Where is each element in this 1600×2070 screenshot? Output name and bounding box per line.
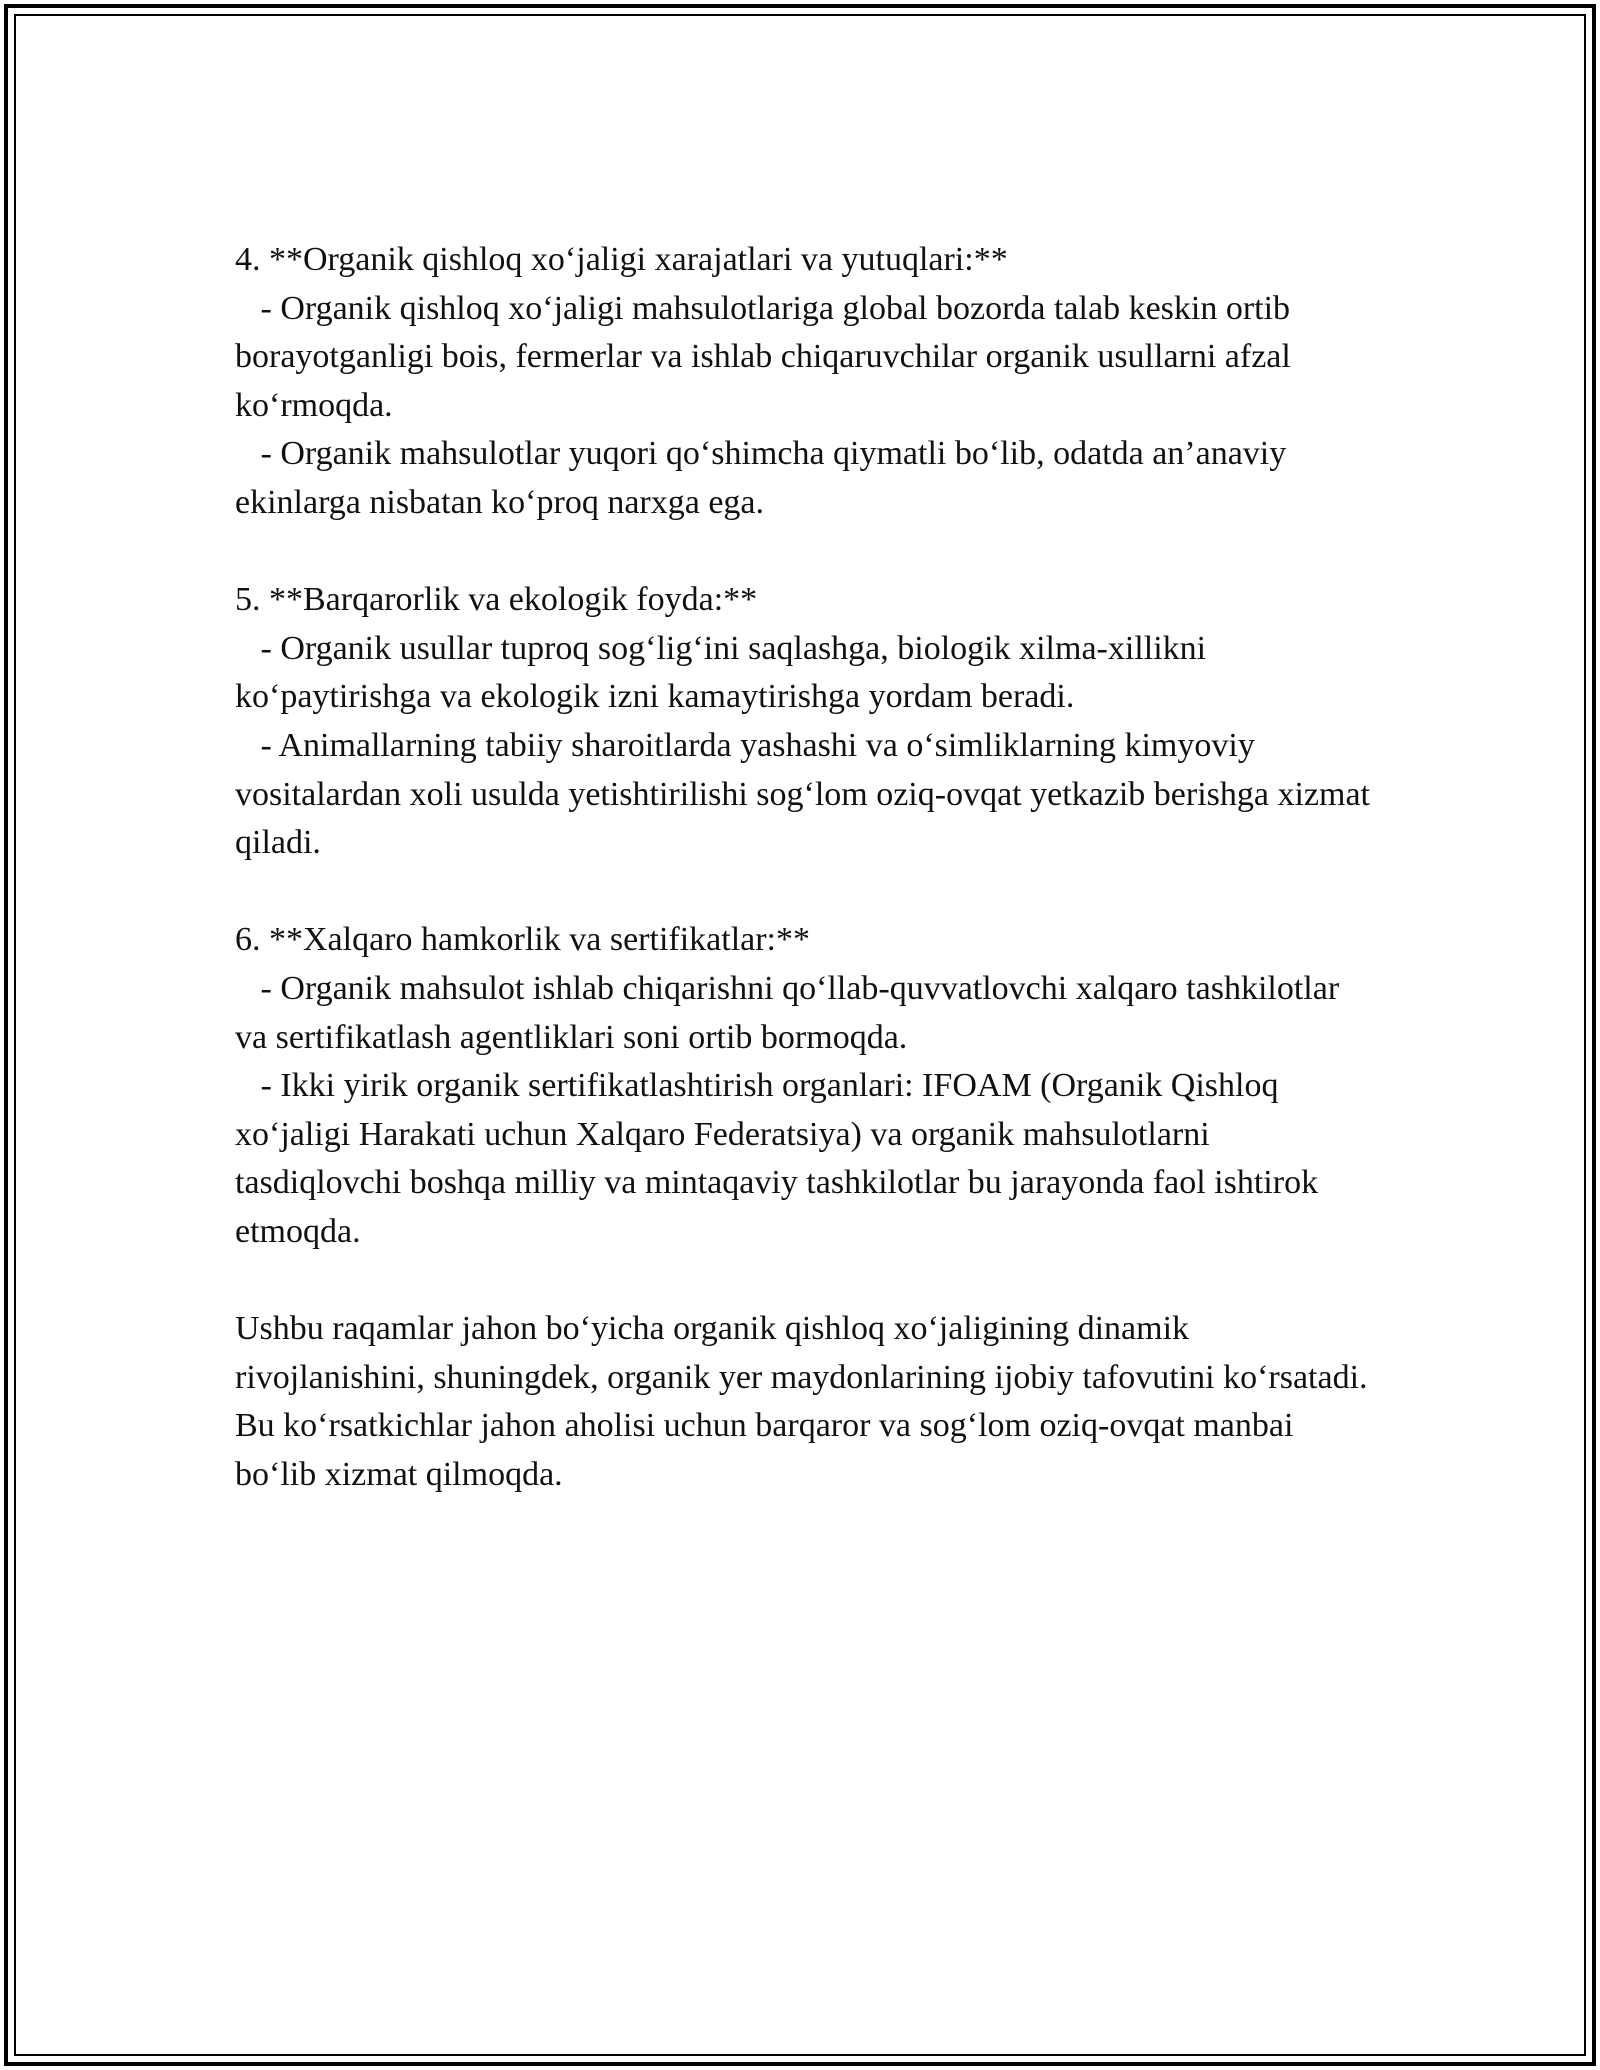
paragraph-gap [235, 1256, 1370, 1305]
section-6-heading: 6. **Xalqaro hamkorlik va sertifikatlar:** [235, 921, 810, 959]
paragraph-gap [235, 528, 1370, 577]
section-5-heading: 5. **Barqarorlik va ekologik foyda:** [235, 581, 758, 619]
section-4-bullet-2: - Organik mahsulotlar yuqori qo‘shimcha qiymatli bo‘lib, odatda an’anaviy ekinlarga nisbatan ko‘proq narxga ega. [235, 435, 1295, 521]
document-body [235, 236, 1379, 1499]
section-5-bullet-1: - Organik usullar tuproq sog‘lig‘ini saqlashga, biologik xilma-xillikni ko‘paytirishga va ekologik izni kamaytirishga yordam beradi. [235, 629, 1215, 716]
section-4-bullet-1: - Organik qishloq xo‘jaligi mahsulotlariga global bozorda talab keskin ortib borayotganligi bois, fermerlar va ishlab chiqaruvchilar organik usullarni afzal ko‘rmoqda. [235, 289, 1300, 424]
conclusion-paragraph: Ushbu raqamlar jahon bo‘yicha organik qishloq xo‘jaligining dinamik rivojlanishini, shuningdek, organik yer maydonlarining ijobiy tafovutini ko‘rsatadi. Bu ko‘rsatkichlar jahon aholisi uchun barqaror va sog‘lom oziq-ovqat manbai bo‘lib xizmat qilmoqda. [235, 1310, 1377, 1493]
section-6-bullet-2: - Ikki yirik organik sertifikatlashtirish organlari: IFOAM (Organik Qishloq xo‘jaligi Harakati uchun Xalqaro Federatsiya) va organik mahsulotlarni tasdiqlovchi boshqa milliy va mintaqaviy tashkilotlar bu jarayonda faol ishtirok etmoqda. [235, 1067, 1327, 1250]
paragraph-gap [235, 868, 1370, 917]
section-6-bullet-1: - Organik mahsulot ishlab chiqarishni qo‘llab-quvvatlovchi xalqaro tashkilotlar va sertifikatlash agentliklari soni ortib bormoqda. [235, 969, 1348, 1056]
section-5-bullet-2: - Animallarning tabiiy sharoitlarda yashashi va o‘simliklarning kimyoviy vositalardan xoli usulda yetishtirilishi sog‘lom oziq-ovqat yetkazib berishga xizmat qiladi. [235, 726, 1379, 862]
section-4-heading: 4. **Organik qishloq xo‘jaligi xarajatlari va yutuqlari:** [235, 241, 1008, 278]
